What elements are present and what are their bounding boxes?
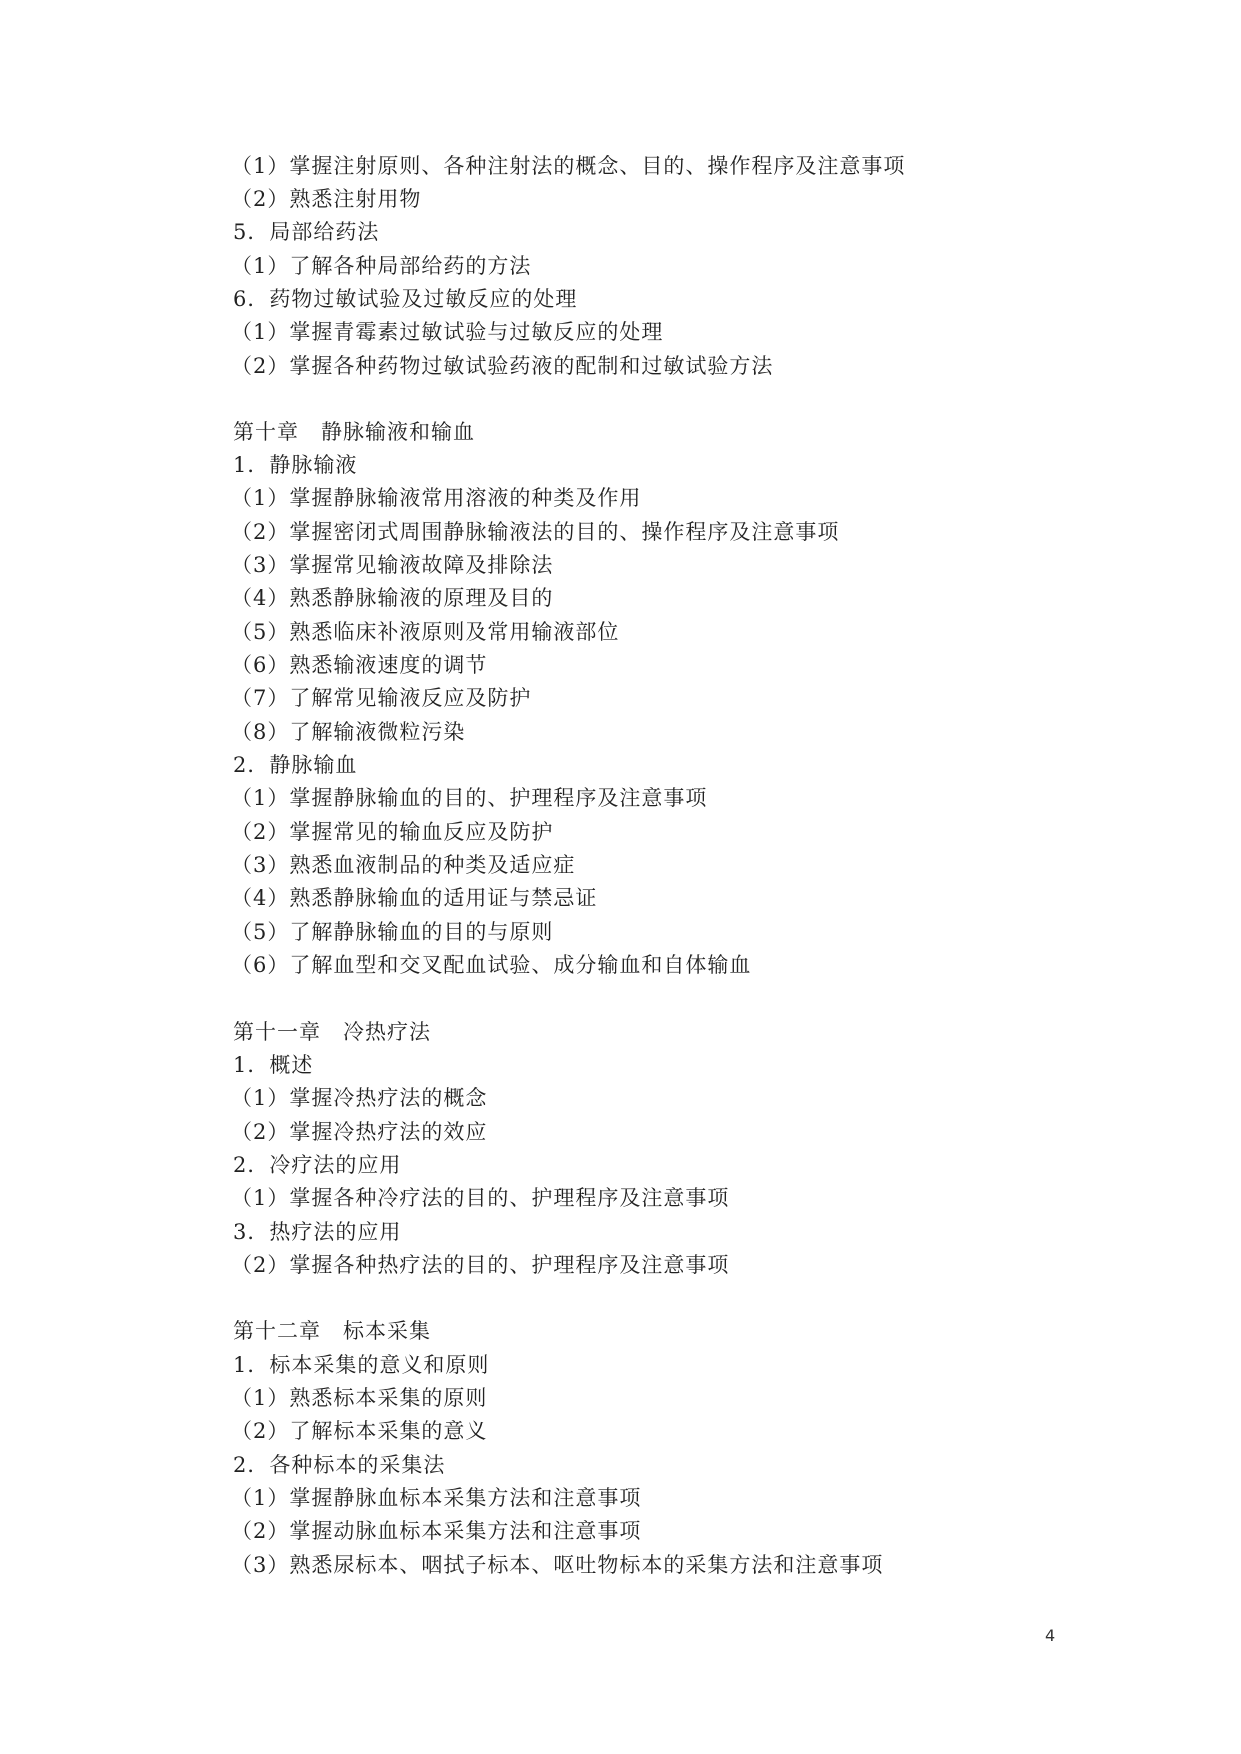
text-line: （5）熟悉临床补液原则及常用输液部位 — [231, 620, 620, 644]
text-line: 3．热疗法的应用 — [233, 1220, 402, 1244]
text-line: （4）熟悉静脉输液的原理及目的 — [231, 586, 554, 610]
text-line: （1）掌握注射原则、各种注射法的概念、目的、操作程序及注意事项 — [231, 154, 906, 178]
text-line: （2）掌握各种热疗法的目的、护理程序及注意事项 — [231, 1253, 730, 1277]
text-line: 5．局部给药法 — [233, 220, 380, 244]
text-line: 6．药物过敏试验及过敏反应的处理 — [233, 287, 578, 311]
text-line: （1）掌握青霉素过敏试验与过敏反应的处理 — [231, 320, 664, 344]
text-line: 1．静脉输液 — [233, 453, 358, 477]
text-line: （1）掌握冷热疗法的概念 — [231, 1086, 488, 1110]
text-line: （3）熟悉尿标本、咽拭子标本、呕吐物标本的采集方法和注意事项 — [231, 1553, 884, 1577]
text-line: （1）熟悉标本采集的原则 — [231, 1386, 488, 1410]
text-line: （8）了解输液微粒污染 — [231, 720, 466, 744]
text-line: （2）掌握冷热疗法的效应 — [231, 1120, 488, 1144]
text-line: （2）熟悉注射用物 — [231, 187, 422, 211]
text-line: （1）掌握静脉血标本采集方法和注意事项 — [231, 1486, 642, 1510]
chapter-heading: 第十章 静脉输液和输血 — [233, 420, 475, 444]
chapter-heading: 第十一章 冷热疗法 — [233, 1020, 431, 1044]
text-line: 1．概述 — [233, 1053, 314, 1077]
text-line: （6）了解血型和交叉配血试验、成分输血和自体输血 — [231, 953, 752, 977]
text-line: （4）熟悉静脉输血的适用证与禁忌证 — [231, 886, 598, 910]
chapter-heading: 第十二章 标本采集 — [233, 1319, 431, 1343]
text-line: （1）掌握静脉输血的目的、护理程序及注意事项 — [231, 786, 708, 810]
text-line: 2．冷疗法的应用 — [233, 1153, 402, 1177]
text-line: （2）了解标本采集的意义 — [231, 1419, 488, 1443]
text-line: （6）熟悉输液速度的调节 — [231, 653, 488, 677]
text-line: （3）掌握常见输液故障及排除法 — [231, 553, 554, 577]
text-line: （2）掌握常见的输血反应及防护 — [231, 820, 554, 844]
text-line: 2．各种标本的采集法 — [233, 1453, 446, 1477]
page-number: 4 — [1045, 1626, 1056, 1645]
text-line: （1）掌握各种冷疗法的目的、护理程序及注意事项 — [231, 1186, 730, 1210]
text-line: （1）掌握静脉输液常用溶液的种类及作用 — [231, 486, 642, 510]
text-line: （7）了解常见输液反应及防护 — [231, 686, 532, 710]
text-line: 1．标本采集的意义和原则 — [233, 1353, 490, 1377]
text-line: （2）掌握密闭式周围静脉输液法的目的、操作程序及注意事项 — [231, 520, 840, 544]
text-line: 2．静脉输血 — [233, 753, 358, 777]
text-line: （3）熟悉血液制品的种类及适应症 — [231, 853, 576, 877]
text-line: （2）掌握动脉血标本采集方法和注意事项 — [231, 1519, 642, 1543]
text-line: （2）掌握各种药物过敏试验药液的配制和过敏试验方法 — [231, 354, 774, 378]
text-line: （1）了解各种局部给药的方法 — [231, 254, 532, 278]
text-line: （5）了解静脉输血的目的与原则 — [231, 920, 554, 944]
